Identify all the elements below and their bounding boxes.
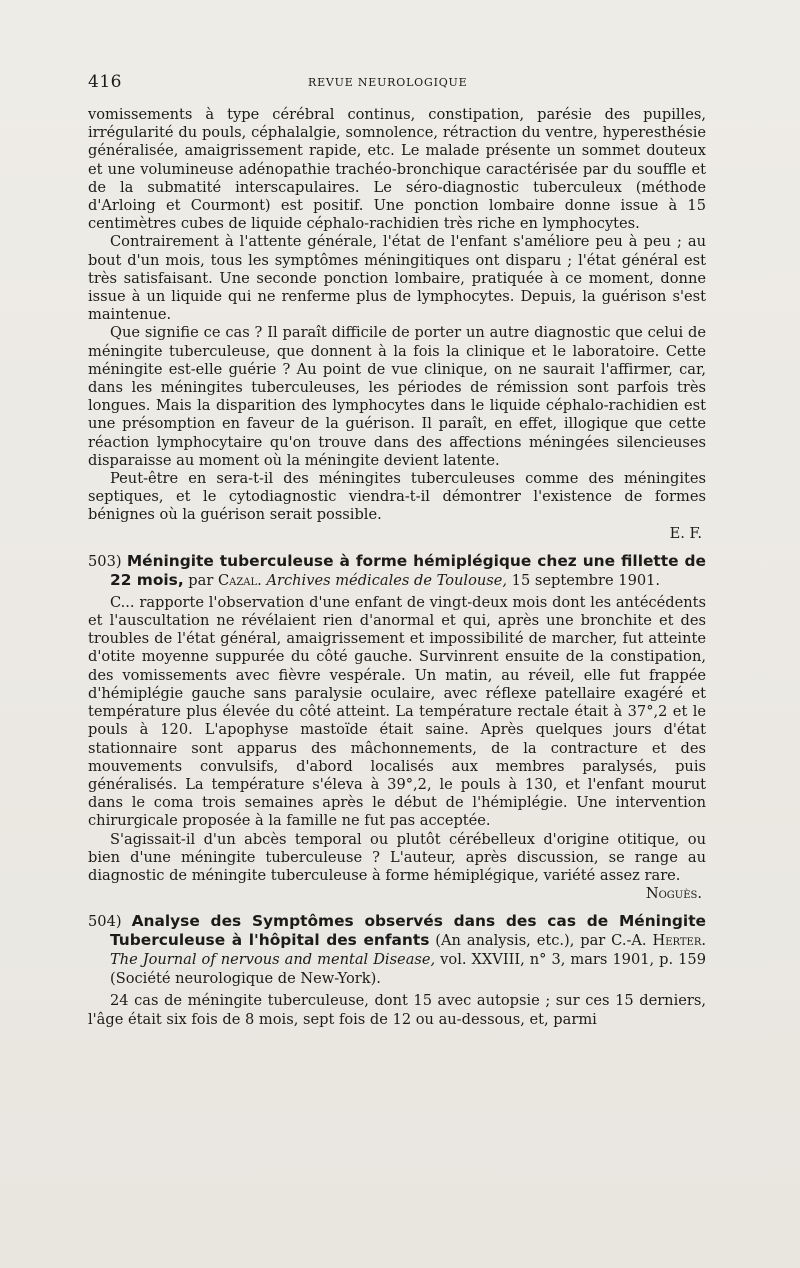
entry-number: 504) bbox=[88, 913, 122, 931]
entry-journal: The Journal of nervous and mental Disease, bbox=[110, 951, 436, 969]
running-head: REVUE NEUROLOGIQUE bbox=[308, 76, 468, 89]
entry-author: Cazal. bbox=[217, 571, 262, 589]
page-header bbox=[88, 72, 708, 96]
entry-reference: vol. XXVIII, n° 3, mars 1901, p. 159 (Société neurologique de New-York). bbox=[110, 951, 706, 988]
signature-nogues: Noguès. bbox=[645, 885, 702, 903]
entry-par: par bbox=[183, 571, 218, 589]
page-number: 416 bbox=[88, 72, 122, 92]
entry-paren: (An analysis, etc.), par C.-A. bbox=[429, 932, 653, 950]
entry-504-heading bbox=[88, 912, 706, 988]
entry-number: 503) bbox=[88, 552, 122, 570]
paragraph: 24 cas de méningite tuberculeuse, dont 15 avec autopsie ; sur ces 15 derniers, l'âge était six fois de 8 mois, sept fois de 12 ou au-dessous, et, parmi bbox=[88, 992, 706, 1028]
paragraph: C... rapporte l'observation d'une enfant de vingt-deux mois dont les antécédents et l'auscultation ne révélaient rien d'anormal et qui, après une bronchite et des troubles de l'état général, amaigrissement et impossibilité de marcher, fut atteinte d'otite moyenne suppurée du côté gauche. Survinrent ensuite de la constipation, des vomissements avec fièvre vespérale. Un matin, au réveil, elle fut frappée d'hémiplégie gauche sans paralysie oculaire, avec réflexe patellaire exagéré et température plus élevée du côté atteint. La température rectale était à 37°,2 et le pouls à 120. L'apophyse mastoïde était saine. Après quelques jours d'état stationnaire sont apparus des mâchonnements, de la contracture et des mouvements convulsifs, d'abord localisés aux membres paralysés, puis généralisés. La température s'éleva à 39°,2, le pouls à 130, et l'enfant mourut dans le coma trois semaines après le début de l'hémiplégie. Une intervention chirurgicale proposée à la famille ne fut pas acceptée. bbox=[88, 593, 706, 830]
entry-title: Méningite tuberculeuse à forme hémiplégique chez une fillette de 22 mois, bbox=[110, 551, 706, 589]
entry-date: 15 septembre 1901. bbox=[507, 571, 661, 589]
paragraph: vomissements à type cérébral continus, constipation, parésie des pupilles, irrégularité du pouls, céphalalgie, somnolence, rétraction du ventre, hyperesthésie généralisée, amaigrissement rapide, etc. Le malade présente un sommet douteux et une volumineuse adénopathie trachéo-bronchique caractérisée par du souffle et de la submatité interscapulaires. Le séro-diagnostic tuberculeux (méthode d'Arloing et Courmont) est positif. Une ponction lombaire donne issue à 15 centimètres cubes de liquide céphalo-rachidien très riche en lymphocytes. bbox=[88, 106, 706, 233]
body-text bbox=[88, 106, 706, 1029]
paragraph: S'agissait-il d'un abcès temporal ou plutôt cérébelleux d'origine otitique, ou bien d'une méningite tuberculeuse ? L'auteur, après discussion, se range au diagnostic de méningite tuberculeuse à forme hémiplégique, variété assez rare. bbox=[88, 830, 706, 884]
paragraph: Peut-être en sera-t-il des méningites tuberculeuses comme des méningites septiques, et le cytodiagnostic viendra-t-il démontrer l'existence de formes bénignes où la guérison serait possible. bbox=[88, 470, 706, 524]
entry-author: Herter. bbox=[652, 932, 706, 950]
paragraph: Contrairement à l'attente générale, l'état de l'enfant s'améliore peu à peu ; au bout d'un mois, tous les symptômes méningitiques ont disparu ; l'état général est très satisfaisant. Une seconde ponction lombaire, pratiquée à ce moment, donne issue à un liquide qui ne renferme plus de lymphocytes. Depuis, la guérison s'est maintenue. bbox=[88, 233, 706, 324]
signature-ef: E. F. bbox=[669, 524, 702, 542]
entry-503-heading bbox=[88, 552, 706, 590]
entry-title: Analyse des Symptômes observés dans des cas de Méningite Tuberculeuse à l'hôpital des enfants bbox=[110, 912, 706, 950]
entry-journal: Archives médicales de Toulouse, bbox=[266, 571, 508, 589]
paragraph: Que signifie ce cas ? Il paraît difficile de porter un autre diagnostic que celui de méningite tuberculeuse, que donnent à la fois la clinique et le laboratoire. Cette méningite est-elle guérie ? Au point de vue clinique, on ne saurait l'affirmer, car, dans les méningites tuberculeuses, les périodes de rémission sont parfois très longues. Mais la disparition des lymphocytes dans le liquide céphalo-rachidien est une présomption en faveur de la guérison. Il paraît, en effet, illogique que cette réaction lymphocytaire qu'on trouve dans des affections méningées silencieuses disparaisse au moment où la méningite devient latente. bbox=[88, 324, 706, 469]
